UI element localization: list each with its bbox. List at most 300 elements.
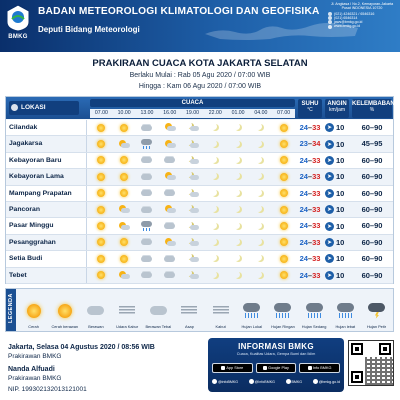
social-facebook[interactable] xyxy=(212,379,238,384)
cloud-moon-icon xyxy=(187,189,199,198)
column-location-label: LOKASI xyxy=(21,104,46,111)
weather-cell xyxy=(181,251,204,266)
weather-cell xyxy=(227,186,250,201)
temperature-max: 33 xyxy=(312,221,321,231)
legend-icon-wrap xyxy=(150,300,167,322)
cloud-moon-icon xyxy=(187,172,199,181)
table-header xyxy=(6,97,393,119)
logo-label: BMKG xyxy=(8,34,28,40)
temperature-max: 33 xyxy=(312,172,321,182)
weather-cell xyxy=(249,136,272,151)
temperature-min: 24 xyxy=(299,204,308,214)
twitter-icon xyxy=(249,379,254,384)
weather-cells xyxy=(90,153,295,168)
legend-icon-wrap xyxy=(181,300,197,322)
weather-cell xyxy=(136,120,159,135)
cloud-sun-icon xyxy=(164,172,176,181)
legend-label: Cerah xyxy=(28,323,39,329)
moon-icon xyxy=(257,190,264,197)
legend-item xyxy=(80,291,111,331)
storm-icon xyxy=(368,303,385,319)
sun-icon xyxy=(97,156,105,164)
temperature-range xyxy=(296,136,324,151)
cloud-icon xyxy=(164,157,175,163)
location-name: Cilandak xyxy=(9,120,87,135)
moon-icon xyxy=(257,206,264,213)
humidity-unit: % xyxy=(369,107,375,113)
wind-cell xyxy=(325,251,351,266)
weather-cell xyxy=(90,136,113,151)
sun-icon xyxy=(120,255,128,263)
weather-cell xyxy=(136,268,159,283)
weather-cell xyxy=(181,169,204,184)
weather-cell xyxy=(158,202,181,217)
wind-speed: 10 xyxy=(336,188,345,198)
social-youtube[interactable] xyxy=(286,379,303,384)
weather-cell xyxy=(113,268,136,283)
temperature-range xyxy=(296,120,324,135)
weather-cell xyxy=(204,153,227,168)
weather-cell xyxy=(158,251,181,266)
weather-cell xyxy=(136,169,159,184)
organization-subtitle: Deputi Bidang Meteorologi xyxy=(38,25,140,34)
weather-cell xyxy=(227,268,250,283)
legend-item xyxy=(49,291,80,331)
temperature-min: 24 xyxy=(299,270,308,280)
weather-cell xyxy=(158,268,181,283)
location-name: Mampang Prapatan xyxy=(9,186,87,201)
weather-cell xyxy=(90,251,113,266)
weather-cell xyxy=(249,153,272,168)
column-weather: CUACA xyxy=(90,99,295,107)
weather-cell xyxy=(204,186,227,201)
app-store-label: App Store xyxy=(226,366,244,370)
weather-cell xyxy=(90,169,113,184)
weather-cell xyxy=(204,202,227,217)
phone-text: (021) 4246321 / 6546316 xyxy=(334,11,375,16)
sun-icon xyxy=(120,189,128,197)
humidity-range: 60–90 xyxy=(361,188,383,198)
temperature-max: 33 xyxy=(312,270,321,280)
wind-unit: km/jam xyxy=(328,107,346,113)
wind-cell xyxy=(325,186,351,201)
legend-item xyxy=(143,291,174,331)
weather-cell xyxy=(113,218,136,233)
humidity-range: 60–90 xyxy=(361,123,383,132)
weather-cell xyxy=(113,235,136,250)
legend-icon-wrap xyxy=(58,300,72,322)
temperature-range xyxy=(296,169,324,184)
weather-cell xyxy=(136,153,159,168)
cloud-moon-icon xyxy=(187,123,199,132)
moon-icon xyxy=(212,239,219,246)
temperature-min: 24 xyxy=(299,254,308,264)
moon-icon xyxy=(212,223,219,230)
legend-label: Hujan Petir xyxy=(366,323,387,329)
legend-item xyxy=(18,291,49,331)
weather-cell xyxy=(181,136,204,151)
facebook-icon xyxy=(212,379,217,384)
time-header: 16.00 xyxy=(163,110,177,116)
social-twitter[interactable] xyxy=(249,379,275,384)
temperature-min: 23 xyxy=(299,139,308,149)
humidity-range: 60–90 xyxy=(361,270,383,280)
weather-cell xyxy=(272,235,295,250)
location-name: Kebayoran Baru xyxy=(9,153,87,168)
temperature-range xyxy=(296,153,324,168)
weather-cells xyxy=(90,186,295,201)
sun-icon xyxy=(120,124,128,132)
moon-icon xyxy=(257,173,264,180)
location-name: Pasar Minggu xyxy=(9,218,87,233)
legend-label: Cerah berawan xyxy=(51,323,79,329)
weather-cell xyxy=(249,268,272,283)
wind-direction-icon: ➤ xyxy=(326,141,333,148)
big-rain-icon xyxy=(274,303,291,319)
moon-icon xyxy=(212,255,219,262)
cloud-icon xyxy=(141,174,152,180)
weather-cell xyxy=(158,169,181,184)
weather-cell xyxy=(181,268,204,283)
moon-icon xyxy=(235,272,242,279)
sun-icon xyxy=(280,222,288,230)
weather-cell xyxy=(158,186,181,201)
big-rain-icon xyxy=(243,303,260,319)
column-wind-label: ANGIN xyxy=(327,101,347,107)
range-separator: – xyxy=(307,270,313,280)
legend-label: Asap xyxy=(185,323,194,329)
wind-speed: 10 xyxy=(336,172,345,182)
range-separator: – xyxy=(307,188,313,198)
weather-cell xyxy=(227,235,250,250)
cloud-moon-icon xyxy=(187,271,199,280)
humidity-range: 60–90 xyxy=(361,237,383,247)
weather-cells xyxy=(90,218,295,233)
qr-finder xyxy=(379,343,391,355)
moon-icon xyxy=(235,206,242,213)
temperature-max: 33 xyxy=(312,204,321,214)
social-label: @InfoBMKG xyxy=(254,379,275,384)
weather-cell xyxy=(158,218,181,233)
bmkg-logo-icon xyxy=(6,4,30,32)
cloud-moon-icon xyxy=(187,222,199,231)
legend-label: LEGENDA xyxy=(8,293,14,323)
weather-cell xyxy=(227,153,250,168)
moon-icon xyxy=(257,255,264,262)
weather-cell xyxy=(136,235,159,250)
weather-cells xyxy=(90,120,295,135)
email-link[interactable]: jaws@bmkg.go.id xyxy=(334,20,363,25)
table-row xyxy=(6,120,393,136)
moon-icon xyxy=(257,141,264,148)
temperature-min: 24 xyxy=(299,123,308,132)
temperature-range xyxy=(296,251,324,266)
time-header: 04.00 xyxy=(254,110,268,116)
social-instagram[interactable] xyxy=(313,379,340,384)
legend-item xyxy=(299,291,330,331)
forecast-table xyxy=(5,96,394,284)
moon-icon xyxy=(235,255,242,262)
cloud-sun-icon xyxy=(164,205,176,214)
weather-cell xyxy=(272,136,295,151)
wind-cell xyxy=(325,268,351,283)
legend-label: Hujan Sedang xyxy=(301,323,327,329)
location-name: Kebayoran Lama xyxy=(9,169,87,184)
legend-tab xyxy=(6,289,16,331)
range-separator: – xyxy=(307,139,313,149)
youtube-icon xyxy=(286,379,291,384)
qr-finder xyxy=(351,371,363,383)
wind-direction-icon: ➤ xyxy=(326,256,333,263)
legend-item xyxy=(330,291,361,331)
legend-label: Berawan xyxy=(88,323,104,329)
sun-icon xyxy=(97,124,105,132)
sun-icon xyxy=(97,140,105,148)
forecaster-title: Prakirawan BMKG xyxy=(8,353,62,360)
moon-icon xyxy=(257,223,264,230)
big-rain-icon xyxy=(337,303,354,319)
weather-cell xyxy=(158,136,181,151)
temperature-max: 33 xyxy=(312,237,321,247)
location-name: Pancoran xyxy=(9,202,87,217)
sun-icon xyxy=(97,173,105,181)
range-separator: – xyxy=(307,254,313,264)
location-name: Tebet xyxy=(9,268,87,283)
big-rain-icon xyxy=(306,303,323,319)
cloud-sun-icon xyxy=(164,238,176,247)
wind-speed: 10 xyxy=(336,139,345,149)
humidity-range: 60–90 xyxy=(361,221,383,231)
humidity-range: 60–90 xyxy=(361,254,383,264)
range-separator: – xyxy=(307,172,313,182)
weather-cell xyxy=(113,186,136,201)
weather-cells xyxy=(90,268,295,283)
weather-cell xyxy=(204,169,227,184)
valid-from: Berlaku Mulai : Rab 05 Agu 2020 / 07:00 WIB xyxy=(129,72,271,79)
weather-cell xyxy=(90,235,113,250)
wind-direction-icon: ➤ xyxy=(326,223,333,230)
rain-icon xyxy=(141,139,152,149)
weather-cells xyxy=(90,169,295,184)
cloud-icon xyxy=(141,157,152,163)
weather-cell xyxy=(136,218,159,233)
moon-icon xyxy=(257,124,264,131)
big-cloud-icon xyxy=(87,306,104,315)
app-store-button[interactable] xyxy=(212,363,253,373)
sun-icon xyxy=(97,271,105,279)
weather-cell xyxy=(113,153,136,168)
range-separator: – xyxy=(307,155,313,165)
legend-item xyxy=(112,291,143,331)
cloud-icon xyxy=(164,256,175,262)
weather-cell xyxy=(272,153,295,168)
cloud-sun-icon xyxy=(118,222,130,231)
column-wind xyxy=(325,99,349,118)
sun-icon xyxy=(280,124,288,132)
info-title: INFORMASI BMKG xyxy=(238,342,314,351)
sun-icon xyxy=(120,156,128,164)
weather-cell xyxy=(136,251,159,266)
info-bmkg-app-button[interactable] xyxy=(299,363,340,373)
forecaster-nip: NIP. 199302132013121001 xyxy=(8,386,87,393)
wind-cell xyxy=(325,202,351,217)
weather-cell xyxy=(181,120,204,135)
google-play-button[interactable] xyxy=(256,363,297,373)
legend-icon-wrap xyxy=(337,300,354,322)
wind-cell xyxy=(325,169,351,184)
humidity-range: 60–90 xyxy=(361,155,383,165)
range-separator: – xyxy=(307,221,313,231)
cloud-moon-icon xyxy=(187,238,199,247)
column-temperature-label: SUHU xyxy=(301,101,319,107)
table-row xyxy=(6,136,393,152)
cloud-sun-icon xyxy=(118,205,130,214)
wind-speed: 10 xyxy=(336,155,345,165)
table-row xyxy=(6,202,393,218)
bmkg-app-icon xyxy=(308,366,312,370)
weather-cell xyxy=(249,186,272,201)
wind-cell xyxy=(325,218,351,233)
issued-location-date: Jakarta, Selasa 04 Agustus 2020 / 08:56 WIB xyxy=(8,344,155,351)
weather-cell xyxy=(181,202,204,217)
wind-cell xyxy=(325,136,351,151)
temperature-min: 24 xyxy=(299,155,308,165)
sun-icon xyxy=(97,189,105,197)
table-row xyxy=(6,251,393,267)
weather-cell xyxy=(136,186,159,201)
column-humidity xyxy=(352,99,395,118)
valid-to: Hingga : Kam 06 Agu 2020 / 07:00 WIB xyxy=(138,83,262,90)
address-text: Jl. Angkasa I No.2, Kemayoran-Jakarta Pusat INDONESIA 10720 xyxy=(330,2,394,11)
moon-icon xyxy=(235,141,242,148)
page-title: PRAKIRAAN CUACA KOTA JAKARTA SELATAN xyxy=(92,58,308,69)
sun-icon xyxy=(280,271,288,279)
legend-label: Udara Kabur xyxy=(116,323,139,329)
haze-icon xyxy=(119,306,135,315)
legend-item xyxy=(205,291,236,331)
location-pin-icon xyxy=(11,104,18,111)
info-bmkg-app-label: Info BMKG xyxy=(312,366,332,370)
moon-icon xyxy=(235,157,242,164)
humidity-range: 60–90 xyxy=(361,172,383,182)
column-humidity-label: KELEMBABAN xyxy=(352,101,395,107)
weather-cell xyxy=(249,251,272,266)
temperature-min: 24 xyxy=(299,221,308,231)
table-row xyxy=(6,153,393,169)
sun-icon xyxy=(120,173,128,181)
sun-icon xyxy=(280,255,288,263)
weather-cell xyxy=(113,120,136,135)
column-location xyxy=(9,101,79,115)
weather-cell xyxy=(204,268,227,283)
google-play-label: Google Play xyxy=(268,366,289,370)
cloud-sun-icon xyxy=(164,140,176,149)
weather-cell xyxy=(90,153,113,168)
weather-cell xyxy=(90,186,113,201)
location-name: Jagakarsa xyxy=(9,136,87,151)
cloud-sun-icon xyxy=(118,271,130,280)
qr-code-icon[interactable] xyxy=(348,340,394,386)
weather-cell xyxy=(227,251,250,266)
cloud-moon-icon xyxy=(187,205,199,214)
weather-cells xyxy=(90,251,295,266)
cloud-icon xyxy=(164,223,175,229)
temperature-unit: °C xyxy=(307,107,313,113)
weather-cells xyxy=(90,202,295,217)
cloud-icon xyxy=(141,272,152,278)
wind-speed: 10 xyxy=(336,254,345,264)
wind-direction-icon: ➤ xyxy=(326,190,333,197)
weather-cell xyxy=(136,202,159,217)
temperature-max: 33 xyxy=(312,254,321,264)
weather-cell xyxy=(158,235,181,250)
info-bmkg-box xyxy=(208,338,344,392)
cloud-moon-icon xyxy=(187,156,199,165)
weather-cell xyxy=(90,120,113,135)
weather-cell xyxy=(227,169,250,184)
range-separator: – xyxy=(307,204,313,214)
header-banner xyxy=(0,0,400,52)
weather-cell xyxy=(113,251,136,266)
contact-block xyxy=(328,2,396,50)
sun-icon xyxy=(97,238,105,246)
moon-icon xyxy=(212,141,219,148)
temperature-max: 34 xyxy=(312,139,321,149)
wind-direction-icon: ➤ xyxy=(326,207,333,214)
weather-cell xyxy=(204,235,227,250)
time-header: 22.00 xyxy=(208,110,222,116)
weather-cell xyxy=(136,136,159,151)
fax-text: (021) 6546314 xyxy=(334,15,358,20)
moon-icon xyxy=(212,272,219,279)
cloud-sun-icon xyxy=(118,140,130,149)
wind-direction-icon: ➤ xyxy=(326,174,333,181)
legend-item xyxy=(236,291,267,331)
time-header: 13.00 xyxy=(140,110,154,116)
weather-cell xyxy=(227,202,250,217)
social-label: BMKG xyxy=(291,379,303,384)
humidity-range: 45–95 xyxy=(361,139,383,149)
sun-icon xyxy=(280,189,288,197)
moon-icon xyxy=(235,223,242,230)
table-row xyxy=(6,218,393,234)
legend-label: Hujan Ringan xyxy=(271,323,295,329)
sun-icon xyxy=(97,222,105,230)
weather-cell xyxy=(204,218,227,233)
web-link[interactable]: www.bmkg.go.id xyxy=(334,24,361,29)
weather-cell xyxy=(181,186,204,201)
temperature-max: 33 xyxy=(312,123,321,132)
cloud-icon xyxy=(141,207,152,213)
wind-speed: 10 xyxy=(336,123,345,133)
cloud-icon xyxy=(164,272,175,278)
footer xyxy=(0,336,400,400)
weather-cell xyxy=(90,268,113,283)
wind-speed: 10 xyxy=(336,237,345,247)
weather-cell xyxy=(227,218,250,233)
wind-direction-icon: ➤ xyxy=(326,239,333,246)
weather-cell xyxy=(113,169,136,184)
weather-cell xyxy=(272,218,295,233)
table-row xyxy=(6,268,393,284)
moon-icon xyxy=(212,124,219,131)
weather-cell xyxy=(249,169,272,184)
wind-direction-icon: ➤ xyxy=(326,157,333,164)
weather-cell xyxy=(90,218,113,233)
weather-cell xyxy=(158,153,181,168)
column-temperature xyxy=(298,99,322,118)
haze-icon xyxy=(181,306,197,315)
